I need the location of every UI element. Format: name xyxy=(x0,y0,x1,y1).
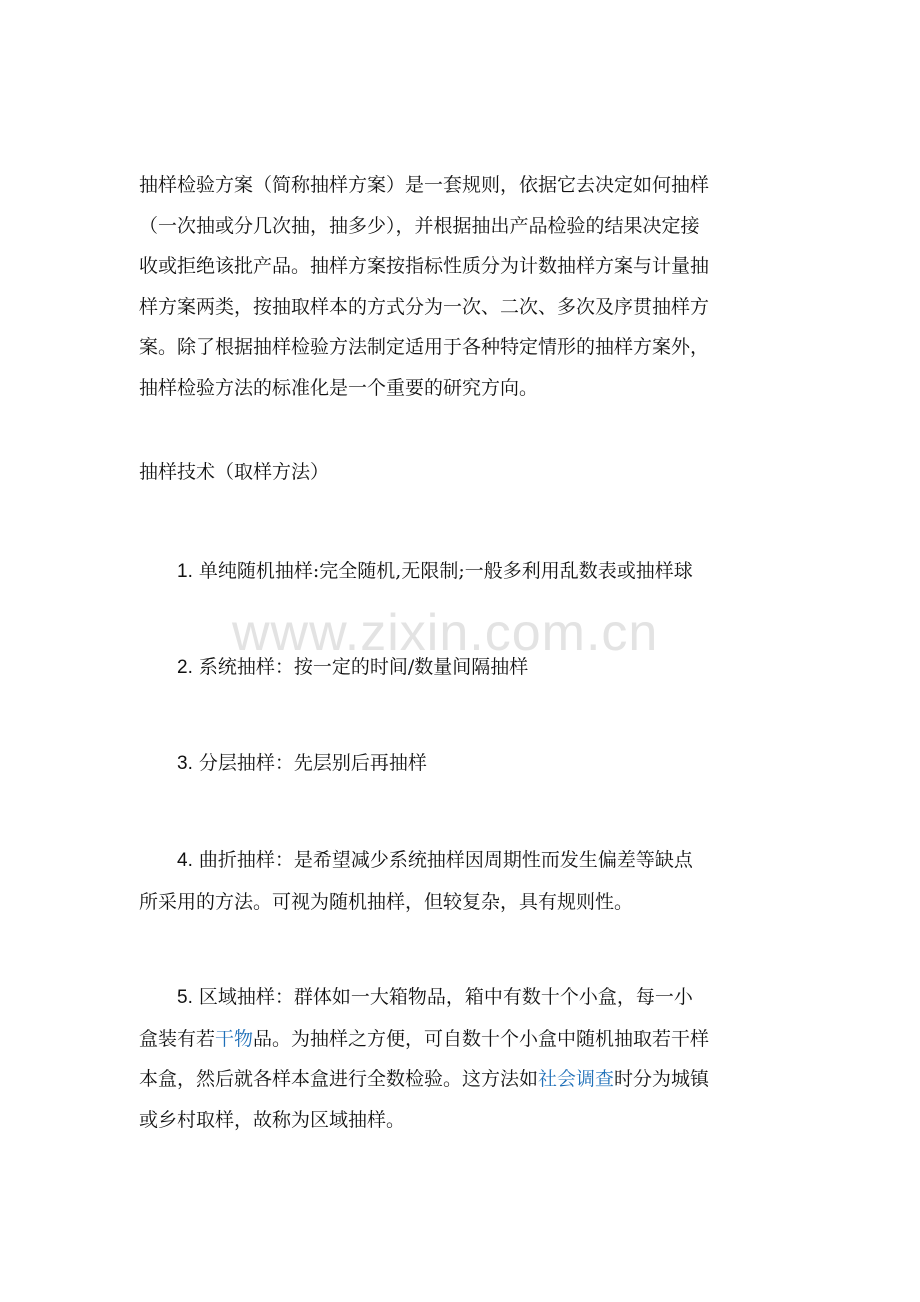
item-text-continued: 或乡村取样，故称为区域抽样。 xyxy=(139,1108,406,1131)
item-text: 单纯随机抽样:完全随机,无限制;一般多利用乱数表或抽样球 xyxy=(198,560,693,582)
dry-goods-link[interactable]: 干物 xyxy=(215,1027,254,1050)
item-number: 4. xyxy=(177,850,193,871)
item-number: 3. xyxy=(177,753,193,774)
item-text-continued: 所采用的方法。可视为随机抽样，但较复杂，具有规则性。 xyxy=(139,890,634,913)
item-text: 品。为抽样之方便，可自数十个小盒中随机抽取若干样 xyxy=(253,1027,710,1050)
item-number: 1. xyxy=(177,561,193,582)
item-text: 系统抽样：按一定的时间/数量间隔抽样 xyxy=(198,656,529,678)
item-text: 分层抽样：先层别后再抽样 xyxy=(198,752,427,774)
intro-line: 收或拒绝该批产品。抽样方案按指标性质分为计数抽样方案与计量抽 xyxy=(139,255,710,277)
item-text: 曲折抽样：是希望减少系统抽样因周期性而发生偏差等缺点 xyxy=(198,849,693,871)
list-item-4 xyxy=(139,840,789,922)
intro-line: 样方案两类，按抽取样本的方式分为一次、二次、多次及序贯抽样方 xyxy=(139,295,710,318)
item-text: 区域抽样：群体如一大箱物品，箱中有数十个小盒，每一小 xyxy=(198,986,693,1008)
item-text: 本盒，然后就各样本盒进行全数检验。这方法如 xyxy=(139,1068,539,1090)
list-item-1 xyxy=(139,551,789,593)
item-text: 盒装有若 xyxy=(139,1027,216,1050)
list-item-2 xyxy=(139,647,789,689)
list-item-5 xyxy=(139,977,789,1140)
item-number: 2. xyxy=(177,657,193,678)
item-number: 5. xyxy=(177,987,193,1008)
intro-line: 抽样检验方法的标准化是一个重要的研究方向。 xyxy=(139,376,539,399)
watermark: www.zixin.com.cn xyxy=(232,604,659,662)
intro-line: （一次抽或分几次抽，抽多少），并根据抽出产品检验的结果决定接 xyxy=(139,214,700,237)
social-survey-link[interactable]: 社会调查 xyxy=(538,1068,615,1090)
section-title: 抽样技术（取样方法） xyxy=(139,461,330,483)
intro-line: 抽样检验方案（简称抽样方案）是一套规则，依据它去决定如何抽样 xyxy=(139,174,710,196)
intro-paragraph xyxy=(139,165,789,408)
list-item-3 xyxy=(139,743,789,785)
intro-line: 案。除了根据抽样检验方法制定适用于各种特定情形的抽样方案外， xyxy=(139,336,710,358)
item-text: 时分为城镇 xyxy=(614,1068,710,1090)
